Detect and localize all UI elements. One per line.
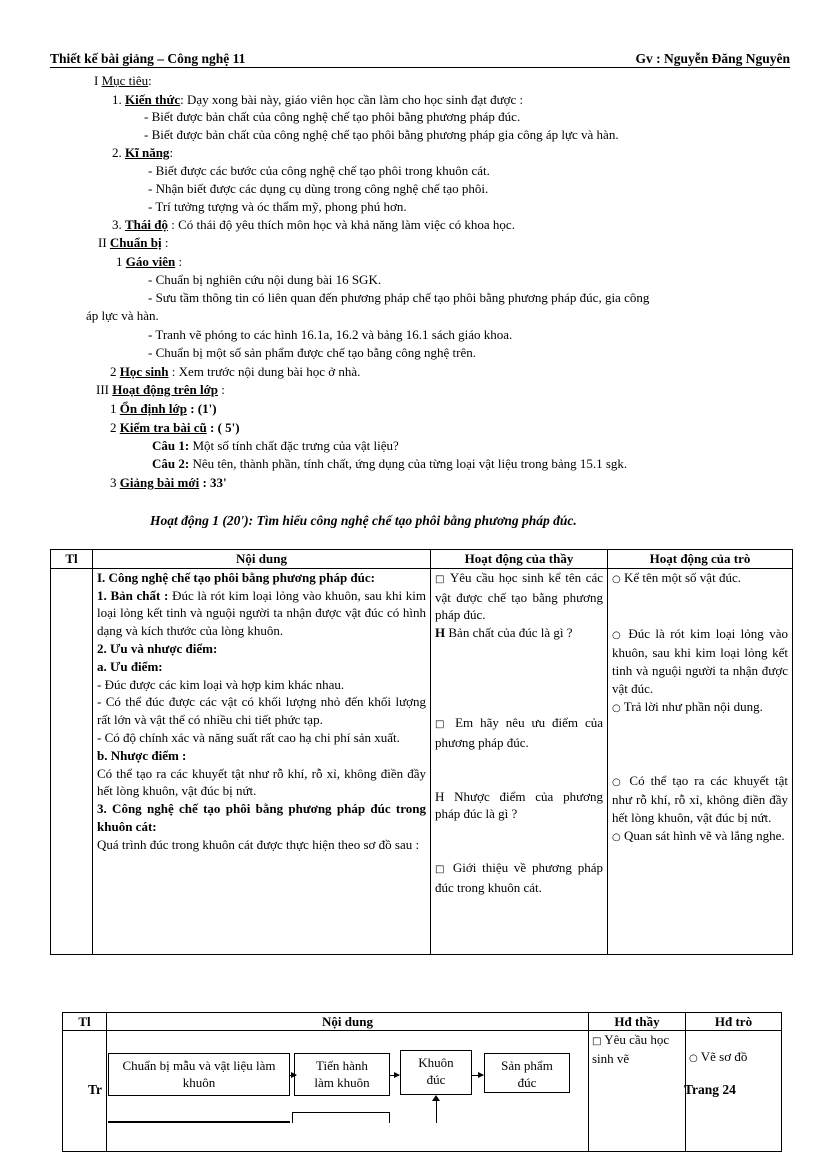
- student-activity: ○ Quan sát hình vẽ và lắng nghe.: [612, 827, 785, 843]
- teacher-activity: H Bản chất của đúc là gì ?: [435, 625, 573, 641]
- table-row: [51, 568, 793, 954]
- student-activity: ○ Kể tên một số vật đúc.: [612, 569, 741, 585]
- header-rule: [50, 67, 790, 68]
- text-line: 3. Thái độ : Có thái độ yêu thích môn học và khả năng làm việc có khoa học.: [112, 217, 515, 232]
- diagram-box-mold: Khuôn đúc: [400, 1050, 472, 1095]
- content-paragraph: a. Ưu điểm:: [97, 658, 163, 674]
- col-teacher: Hoạt động của thầy: [431, 550, 608, 569]
- text-line: 2. Kĩ năng:: [112, 145, 174, 160]
- teacher-cell: □ Yêu cầu học sinh vẽ: [589, 1031, 686, 1152]
- diagram-box-product: Sản phẩm đúc: [484, 1053, 570, 1093]
- text-line: áp lực và hàn.: [86, 308, 159, 323]
- text-line: 3 Giảng bài mới : 33': [110, 475, 227, 490]
- student-cell: [608, 568, 793, 954]
- text-line: 2 Học sinh : Xem trước nội dung bài học ở nhà.: [110, 364, 361, 379]
- text-line: - Chuẩn bị một số sản phẩm được chế tạo bằng công nghệ trên.: [148, 345, 477, 360]
- teacher-activity: H Nhược điểm của phương pháp đúc là gì ?: [435, 788, 603, 822]
- content-paragraph: - Đúc được các kim loại và hợp kim khác nhau.: [97, 676, 345, 692]
- student-activity: ○ Đúc là rót kim loại lỏng vào khuôn, sau khi kim loại lỏng kết tinh và nguội người ta nhận được vật đúc.: [612, 625, 788, 696]
- diagram-arrow: [472, 1075, 483, 1076]
- text-line: I Mục tiêu:: [94, 73, 152, 88]
- header-left: Thiết kế bài giảng – Công nghệ 11: [50, 51, 246, 66]
- content-paragraph: Quá trình đúc trong khuôn cát được thực hiện theo sơ đồ sau :: [97, 836, 420, 852]
- content-paragraph: - Có thể đúc được các vật có khối lượng nhỏ đến khối lượng rất lớn và vật thể có nhiều chi tiết phức tạp.: [97, 694, 426, 728]
- activity-table: [50, 549, 793, 955]
- text-line: - Sưu tầm thông tin có liên quan đến phương pháp chế tạo phôi bằng phương pháp đúc, gia công: [148, 290, 650, 305]
- teacher-activity: □ Yêu cầu học sinh kể tên các vật được chế tạo bằng phương pháp đúc.: [435, 569, 604, 623]
- text-line: 1 Ổn định lớp : (1'): [110, 401, 217, 416]
- col-content: Nội dung: [93, 550, 431, 569]
- text-line: 1 Gáo viên :: [116, 254, 183, 269]
- content-cell: [93, 568, 431, 954]
- teacher-cell: [431, 568, 608, 954]
- diagram-arrow-up-head: [432, 1095, 440, 1101]
- diagram-arrow-up: [436, 1098, 437, 1123]
- text-line: 1. Kiến thức: Dạy xong bài này, giáo viên học cần làm cho học sinh đạt được :: [112, 92, 524, 107]
- teacher-activity: □ Em hãy nêu ưu điểm của phương pháp đúc.: [435, 714, 603, 750]
- content-paragraph: b. Nhược điểm :: [97, 747, 187, 763]
- content-paragraph: I. Công nghệ chế tạo phôi bằng phương pháp đúc:: [97, 569, 375, 585]
- text-line: III Hoạt động trên lớp :: [96, 382, 225, 397]
- content-paragraph: 1. Bản chất : Đúc là rót kim loại lỏng vào khuôn, sau khi kim loại lỏng kết tinh và nguội người ta nhận được vật đúc có hình dạng và kích thước của lòng khuôn.: [97, 587, 426, 639]
- diagram-box-prepare: Chuẩn bị mẫu và vật liệu làm khuôn: [108, 1053, 290, 1096]
- col-tl: Tl: [63, 1013, 107, 1031]
- diagram-box-edge: [292, 1112, 390, 1123]
- col-teacher: Hđ thầy: [589, 1013, 686, 1031]
- footer-right: Trang 24: [684, 1082, 736, 1097]
- student-activity: ○ Có thể tạo ra các khuyết tật như rỗ khí, rỗ xỉ, không điền đầy hết lòng khuôn, vật đúc bị nứt.: [612, 772, 788, 826]
- text-line: Câu 1: Một số tính chất đặc trưng của vật liệu?: [152, 438, 399, 453]
- teacher-activity: □ Giới thiệu về phương pháp đúc trong khuôn cát.: [435, 860, 603, 895]
- content-paragraph: - Có độ chính xác và năng suất rất cao hạ chi phí sản xuất.: [97, 729, 400, 745]
- diagram-arrow: [390, 1075, 399, 1076]
- content-paragraph: Có thể tạo ra các khuyết tật như rỗ khí, rỗ xỉ, không điền đầy hết lòng khuôn, vật đúc bị nứt.: [97, 765, 426, 799]
- table-header-row: [63, 1013, 782, 1031]
- diagram-arrow: [290, 1075, 296, 1076]
- col-student: Hđ trò: [686, 1013, 782, 1031]
- content-paragraph: 2. Ưu và nhược điểm:: [97, 640, 218, 656]
- text-line: - Trí tưởng tượng và óc thẩm mỹ, phong phú hơn.: [148, 199, 407, 214]
- diagram-box-mold-making: Tiến hành làm khuôn: [294, 1053, 390, 1096]
- col-content: Nội dung: [107, 1013, 589, 1031]
- table-header-row: [51, 550, 793, 569]
- text-line: 2 Kiểm tra bài cũ : ( 5'): [110, 420, 240, 435]
- header-right: Gv : Nguyễn Đăng Nguyên: [635, 51, 790, 66]
- tl-cell: [51, 568, 93, 954]
- col-tl: Tl: [51, 550, 93, 569]
- activity-title: Hoạt động 1 (20'): Tìm hiểu công nghệ chế tạo phôi bằng phương pháp đúc.: [150, 513, 577, 528]
- text-line: - Biết được các bước của công nghệ chế tạo phôi trong khuôn cát.: [148, 163, 490, 178]
- student-cell: ○ Vẽ sơ đồ: [686, 1031, 782, 1152]
- text-line: II Chuẩn bị :: [98, 235, 169, 250]
- text-line: - Nhận biết được các dụng cụ dùng trong công nghệ chế tạo phôi.: [148, 181, 489, 196]
- text-line: - Biết được bản chất của công nghệ chế tạo phôi bằng phương pháp gia công áp lực và hàn.: [144, 127, 619, 142]
- content-paragraph: 3. Công nghệ chế tạo phôi bằng phương pháp đúc trong khuôn cát:: [97, 801, 426, 834]
- text-line: - Biết được bản chất của công nghệ chế tạo phôi bằng phương pháp đúc.: [144, 109, 521, 124]
- col-student: Hoạt động của trò: [608, 550, 793, 569]
- footer-left: Tr: [88, 1082, 102, 1097]
- student-activity: ○ Trả lời như phần nội dung.: [612, 698, 763, 714]
- text-line: - Tranh vẽ phóng to các hình 16.1a, 16.2 và bảng 16.1 sách giáo khoa.: [148, 327, 513, 342]
- text-line: - Chuẩn bị nghiên cứu nội dung bài 16 SGK.: [148, 272, 382, 287]
- text-line: Câu 2: Nêu tên, thành phần, tính chất, ứng dụng của từng loại vật liệu trong bảng 15.1 sgk.: [152, 456, 628, 471]
